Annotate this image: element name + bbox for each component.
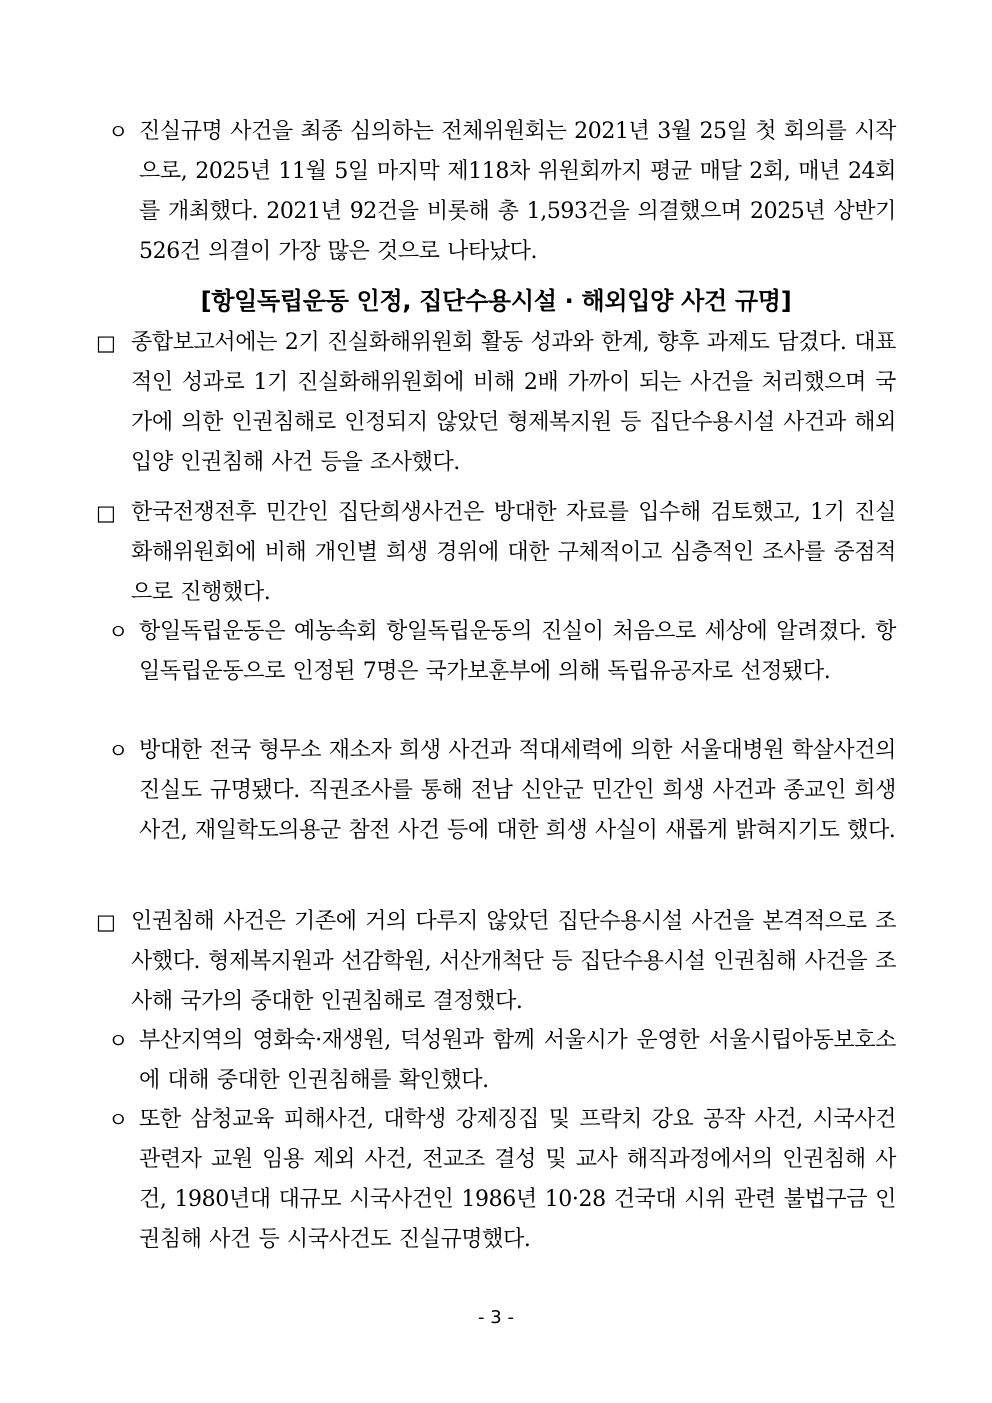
page-number: - 3 - <box>478 1307 514 1328</box>
paragraph-report-summary <box>96 323 896 483</box>
paragraph-text: 부산지역의 영화숙·재생원, 덕성원과 함께 서울시가 운영한 서울시립아동보호소에 대해 중대한 인권침해를 확인했다. <box>139 1028 896 1093</box>
circle-bullet-icon: ㅇ <box>108 1108 129 1132</box>
paragraph-independence-movement <box>108 612 896 692</box>
paragraph-text: 항일독립운동은 예농속회 항일독립운동의 진실이 처음으로 세상에 알려졌다. 항일독립운동으로 인정된 7명은 국가보훈부에 의해 독립유공자로 선정됐다. <box>139 619 896 684</box>
section-heading: [항일독립운동 인정, 집단수용시설 · 해외입양 사건 규명] <box>200 287 792 315</box>
paragraph-text: 진실규명 사건을 최종 심의하는 전체위원회는 2021년 3월 25일 첫 회의를 시작으로, 2025년 11월 5일 마지막 제118차 위원회까지 평균 매달 2회, 매년 24회를 개최했다. 2021년 92건을 비롯해 총 1,593건을 의결했으며 2025년 상반기 526건 의결이 가장 많은 것으로 나타났다. <box>139 119 896 264</box>
paragraph-prison-massacre <box>108 731 896 851</box>
paragraph-text: 한국전쟁전후 민간인 집단희생사건은 방대한 자료를 입수해 검토했고, 1기 진실화해위원회에 비해 개인별 희생 경위에 대한 구체적이고 심층적인 조사를 중점적으로 진행했다. <box>131 500 896 605</box>
paragraph-plenary-committee <box>108 112 896 272</box>
circle-bullet-icon: ㅇ <box>108 120 129 144</box>
paragraph-korean-war-civilians <box>96 493 896 613</box>
paragraph-text: 또한 삼청교육 피해사건, 대학생 강제징집 및 프락치 강요 공작 사건, 시국사건 관련자 교원 임용 제외 사건, 전교조 결성 및 교사 해직과정에서의 인권침해 사건, 1980년대 대규모 시국사건인 1986년 10·28 건국대 시위 관련 불법구금 인권침해 사건 등 시국사건도 진실규명했다. <box>139 1107 896 1252</box>
paragraph-text: 종합보고서에는 2기 진실화해위원회 활동 성과와 한계, 향후 과제도 담겼다. 대표적인 성과로 1기 진실화해위원회에 비해 2배 가까이 되는 사건을 처리했으며 국가에 의한 인권침해로 인정되지 않았던 형제복지원 등 집단수용시설 사건과 해외입양 인권침해 사건 등을 조사했다. <box>131 330 896 475</box>
paragraph-text: 방대한 전국 형무소 재소자 희생 사건과 적대세력에 의한 서울대병원 학살사건의 진실도 규명됐다. 직권조사를 통해 전남 신안군 민간인 희생 사건과 종교인 희생 사건, 재일학도의용군 참전 사건 등에 대한 희생 사실이 새롭게 밝혀지기도 했다. <box>139 738 896 843</box>
square-bullet-icon: □ <box>96 331 116 355</box>
paragraph-busan-facilities <box>108 1021 896 1101</box>
circle-bullet-icon: ㅇ <box>108 620 129 644</box>
paragraph-human-rights-violations <box>96 902 896 1022</box>
paragraph-political-cases <box>108 1100 896 1260</box>
circle-bullet-icon: ㅇ <box>108 739 129 763</box>
square-bullet-icon: □ <box>96 501 116 525</box>
circle-bullet-icon: ㅇ <box>108 1029 129 1053</box>
paragraph-text: 인권침해 사건은 기존에 거의 다루지 않았던 집단수용시설 사건을 본격적으로 조사했다. 형제복지원과 선감학원, 서산개척단 등 집단수용시설 인권침해 사건을 조사해 국가의 중대한 인권침해로 결정했다. <box>131 909 896 1014</box>
square-bullet-icon: □ <box>96 910 116 934</box>
